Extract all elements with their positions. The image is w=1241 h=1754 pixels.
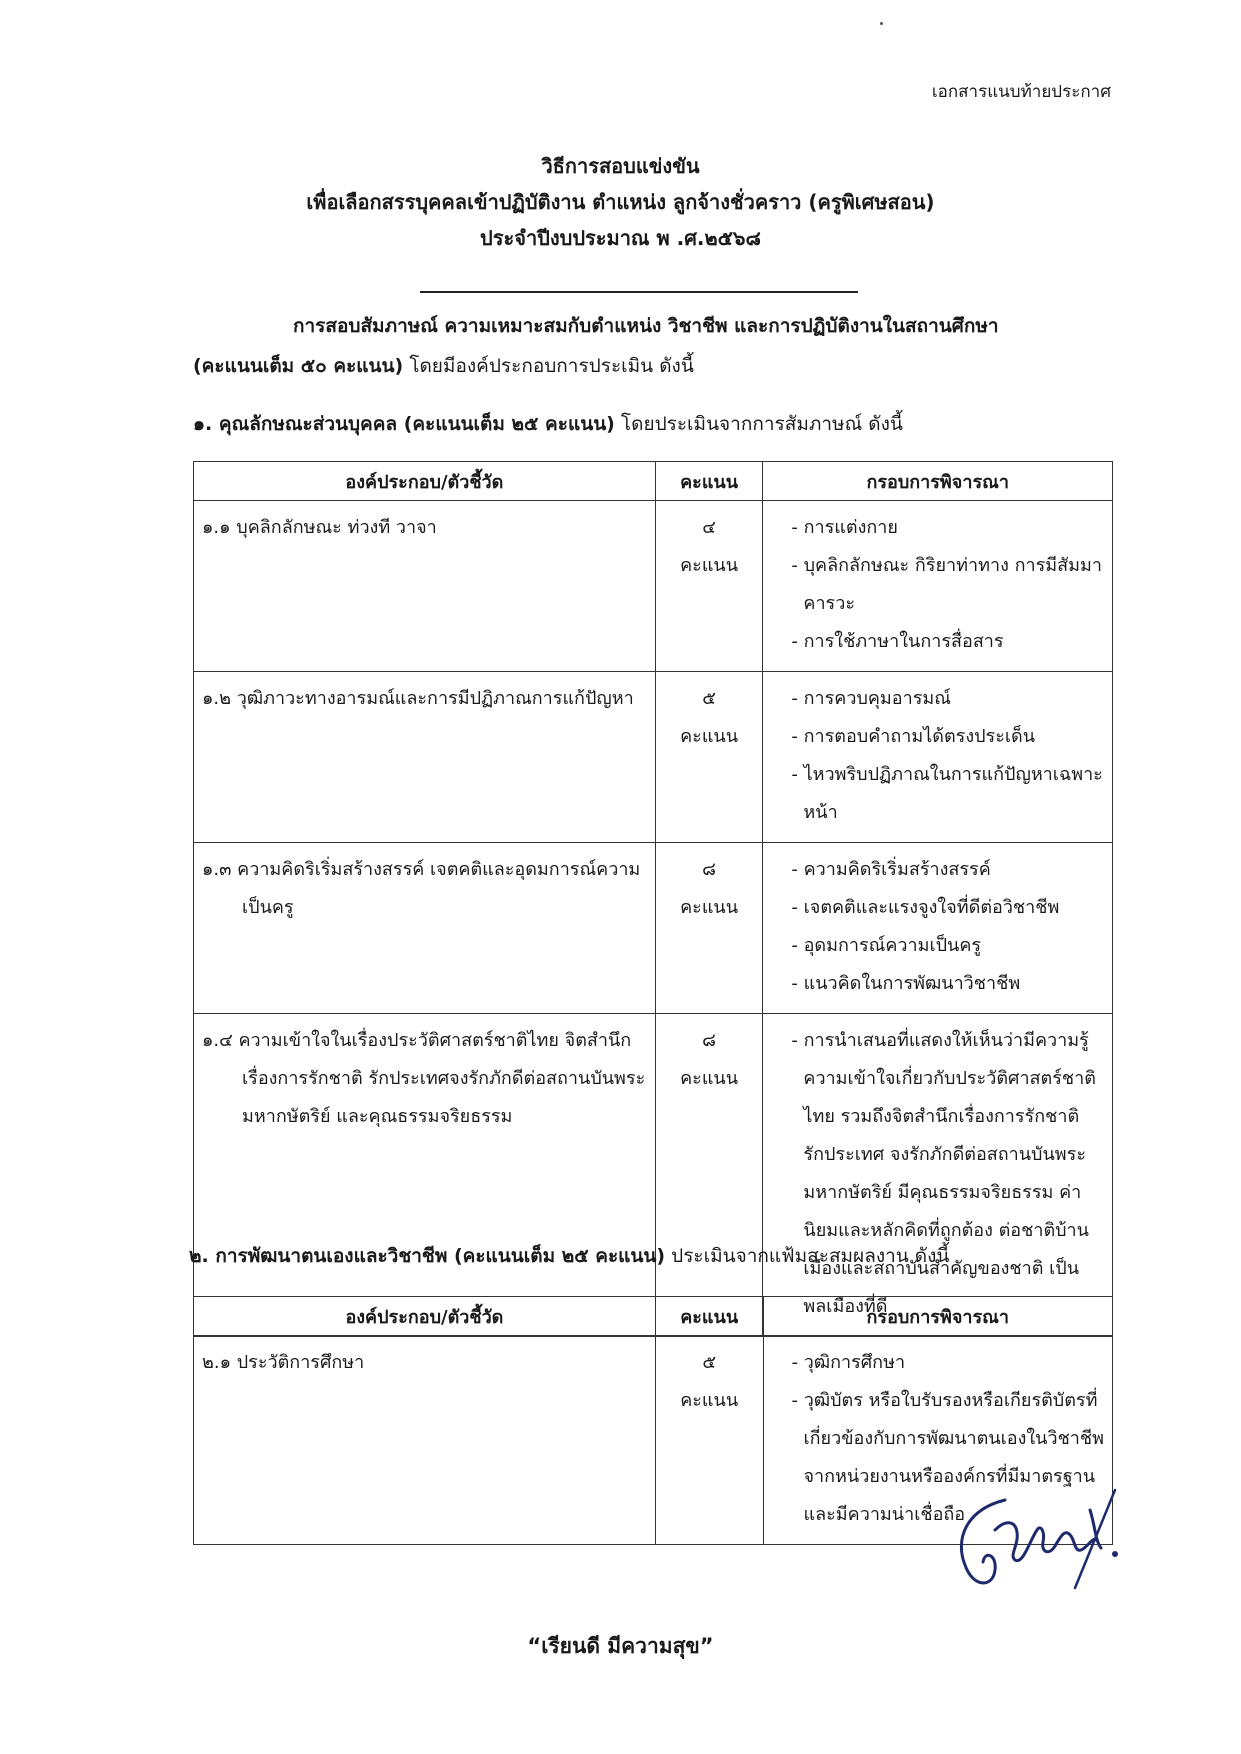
score-unit: คะแนน [680, 1390, 739, 1411]
scan-speck [880, 22, 883, 25]
intro-paragraph [193, 306, 1113, 386]
score-unit: คะแนน [680, 555, 739, 576]
signature [945, 1470, 1135, 1600]
title-line-3: ประจำปีงบประมาณ พ .ศ.๒๕๖๘ [480, 226, 761, 250]
section-2-heading [189, 1241, 949, 1271]
component-cell: ๑.๑ บุคลิกลักษณะ ท่วงที วาจา [194, 501, 656, 672]
criteria-item: - ไหวพริบปฏิภาณในการแก้ปัญหาเฉพาะหน้า [791, 764, 1103, 823]
score-value: ๘ [702, 859, 717, 880]
intro-bold-1: การสอบสัมภาษณ์ ความเหมาะสมกับตำแหน่ง วิชาชีพ และการปฏิบัติงานในสถานศึกษา [293, 315, 999, 337]
title-divider [420, 291, 858, 293]
table-row [194, 672, 1113, 843]
title-line-1: วิธีการสอบแข่งขัน [541, 154, 700, 178]
criteria-item: - การตอบคำถามได้ตรงประเด็น [791, 726, 1036, 747]
intro-bold-2: (คะแนนเต็ม ๕๐ คะแนน) [193, 355, 404, 377]
criteria-cell [763, 501, 1113, 672]
table-row [194, 843, 1113, 1014]
title-line-2: เพื่อเลือกสรรบุคคลเข้าปฏิบัติงาน ตำแหน่ง ลูกจ้างชั่วคราว (ครูพิเศษสอน) [306, 190, 935, 214]
section-2-heading-bold: ๒. การพัฒนาตนเองและวิชาชีพ (คะแนนเต็ม ๒๕ คะแนน) [189, 1245, 666, 1267]
component-cell: ๑.๔ ความเข้าใจในเรื่องประวัติศาสตร์ชาติไทย จิตสำนึกเรื่องการรักชาติ รักประเทศจงรักภักดีต่อสถานบันพระมหากษัตริย์ และคุณธรรมจริยธรรม [194, 1014, 656, 1337]
score-cell [655, 1336, 763, 1545]
score-cell [655, 1014, 763, 1337]
column-header-score: คะแนน [655, 1297, 763, 1336]
table-header-row [194, 1297, 1113, 1336]
section-2-heading-normal: ประเมินจากแฟ้มสะสมผลงาน ดังนี้ [665, 1245, 950, 1267]
score-value: ๘ [702, 1030, 717, 1051]
criteria-cell [763, 1014, 1113, 1337]
score-value: ๕ [702, 1352, 716, 1373]
column-header-criteria: กรอบการพิจารณา [763, 462, 1113, 501]
column-header-criteria: กรอบการพิจารณา [763, 1297, 1113, 1336]
score-unit: คะแนน [680, 1068, 739, 1089]
document-title-block [0, 148, 1241, 256]
criteria-item: - การควบคุมอารมณ์ [791, 688, 951, 709]
component-cell: ๒.๑ ประวัติการศึกษา [194, 1336, 656, 1545]
score-value: ๕ [702, 688, 716, 709]
criteria-cell [763, 672, 1113, 843]
criteria-item: - การใช้ภาษาในการสื่อสาร [791, 631, 1004, 652]
table-row [194, 1014, 1113, 1337]
annex-note: เอกสารแนบท้ายประกาศ [931, 82, 1111, 102]
column-header-component: องค์ประกอบ/ตัวชี้วัด [194, 462, 656, 501]
section-1-heading [193, 409, 903, 439]
intro-normal: โดยมีองค์ประกอบการประเมิน ดังนี้ [403, 355, 694, 377]
score-value: ๔ [702, 517, 716, 538]
component-cell: ๑.๒ วุฒิภาวะทางอารมณ์และการมีปฏิภาณการแก้ปัญหา [194, 672, 656, 843]
section-1-heading-bold: ๑. คุณลักษณะส่วนบุคคล (คะแนนเต็ม ๒๕ คะแนน) [193, 413, 615, 435]
criteria-item: - การแต่งกาย [791, 517, 898, 538]
criteria-item: - เจตคติและแรงจูงใจที่ดีต่อวิชาชีพ [791, 897, 1060, 918]
criteria-item: - วุฒิการศึกษา [791, 1352, 906, 1373]
table-row [194, 501, 1113, 672]
criteria-item: - บุคลิกลักษณะ กิริยาท่าทาง การมีสัมมาคารวะ [791, 555, 1102, 614]
criteria-item: - อุดมการณ์ความเป็นครู [791, 935, 982, 956]
criteria-item: - แนวคิดในการพัฒนาวิชาชีพ [791, 973, 1021, 994]
footer-motto: “เรียนดี มีความสุข” [527, 1634, 714, 1658]
criteria-item: - การนำเสนอที่แสดงให้เห็นว่ามีความรู้ความเข้าใจเกี่ยวกับประวัติศาสตร์ชาติไทย รวมถึงจิตสำนึกเรื่องการรักชาติ รักประเทศ จงรักภักดีต่อสถานบันพระมหากษัตริย์ มีคุณธรรมจริยธรรม ค่านิยมและหลักคิดที่ถูกต้อง ต่อชาติบ้านเมืองและสถาบันสำคัญของชาติ เป็นพลเมืองที่ดี [791, 1030, 1096, 1317]
column-header-component: องค์ประกอบ/ตัวชี้วัด [194, 1297, 656, 1336]
component-cell: ๑.๓ ความคิดริเริ่มสร้างสรรค์ เจตคติและอุดมการณ์ความเป็นครู [194, 843, 656, 1014]
score-cell [655, 501, 763, 672]
score-cell [655, 672, 763, 843]
score-cell [655, 843, 763, 1014]
score-unit: คะแนน [680, 726, 739, 747]
table-header-row [194, 462, 1113, 501]
section-1-table [193, 461, 1113, 1337]
criteria-item: - วุฒิบัตร หรือใบรับรองหรือเกียรติบัตรที่เกี่ยวข้องกับการพัฒนาตนเองในวิชาชีพ จากหน่วยงานหรือองค์กรที่มีมาตรฐานและมีความน่าเชื่อถือ [791, 1390, 1104, 1525]
criteria-item: - ความคิดริเริ่มสร้างสรรค์ [791, 859, 991, 880]
section-1-heading-normal: โดยประเมินจากการสัมภาษณ์ ดังนี้ [614, 413, 903, 435]
column-header-score: คะแนน [655, 462, 763, 501]
criteria-cell [763, 843, 1113, 1014]
score-unit: คะแนน [680, 897, 739, 918]
